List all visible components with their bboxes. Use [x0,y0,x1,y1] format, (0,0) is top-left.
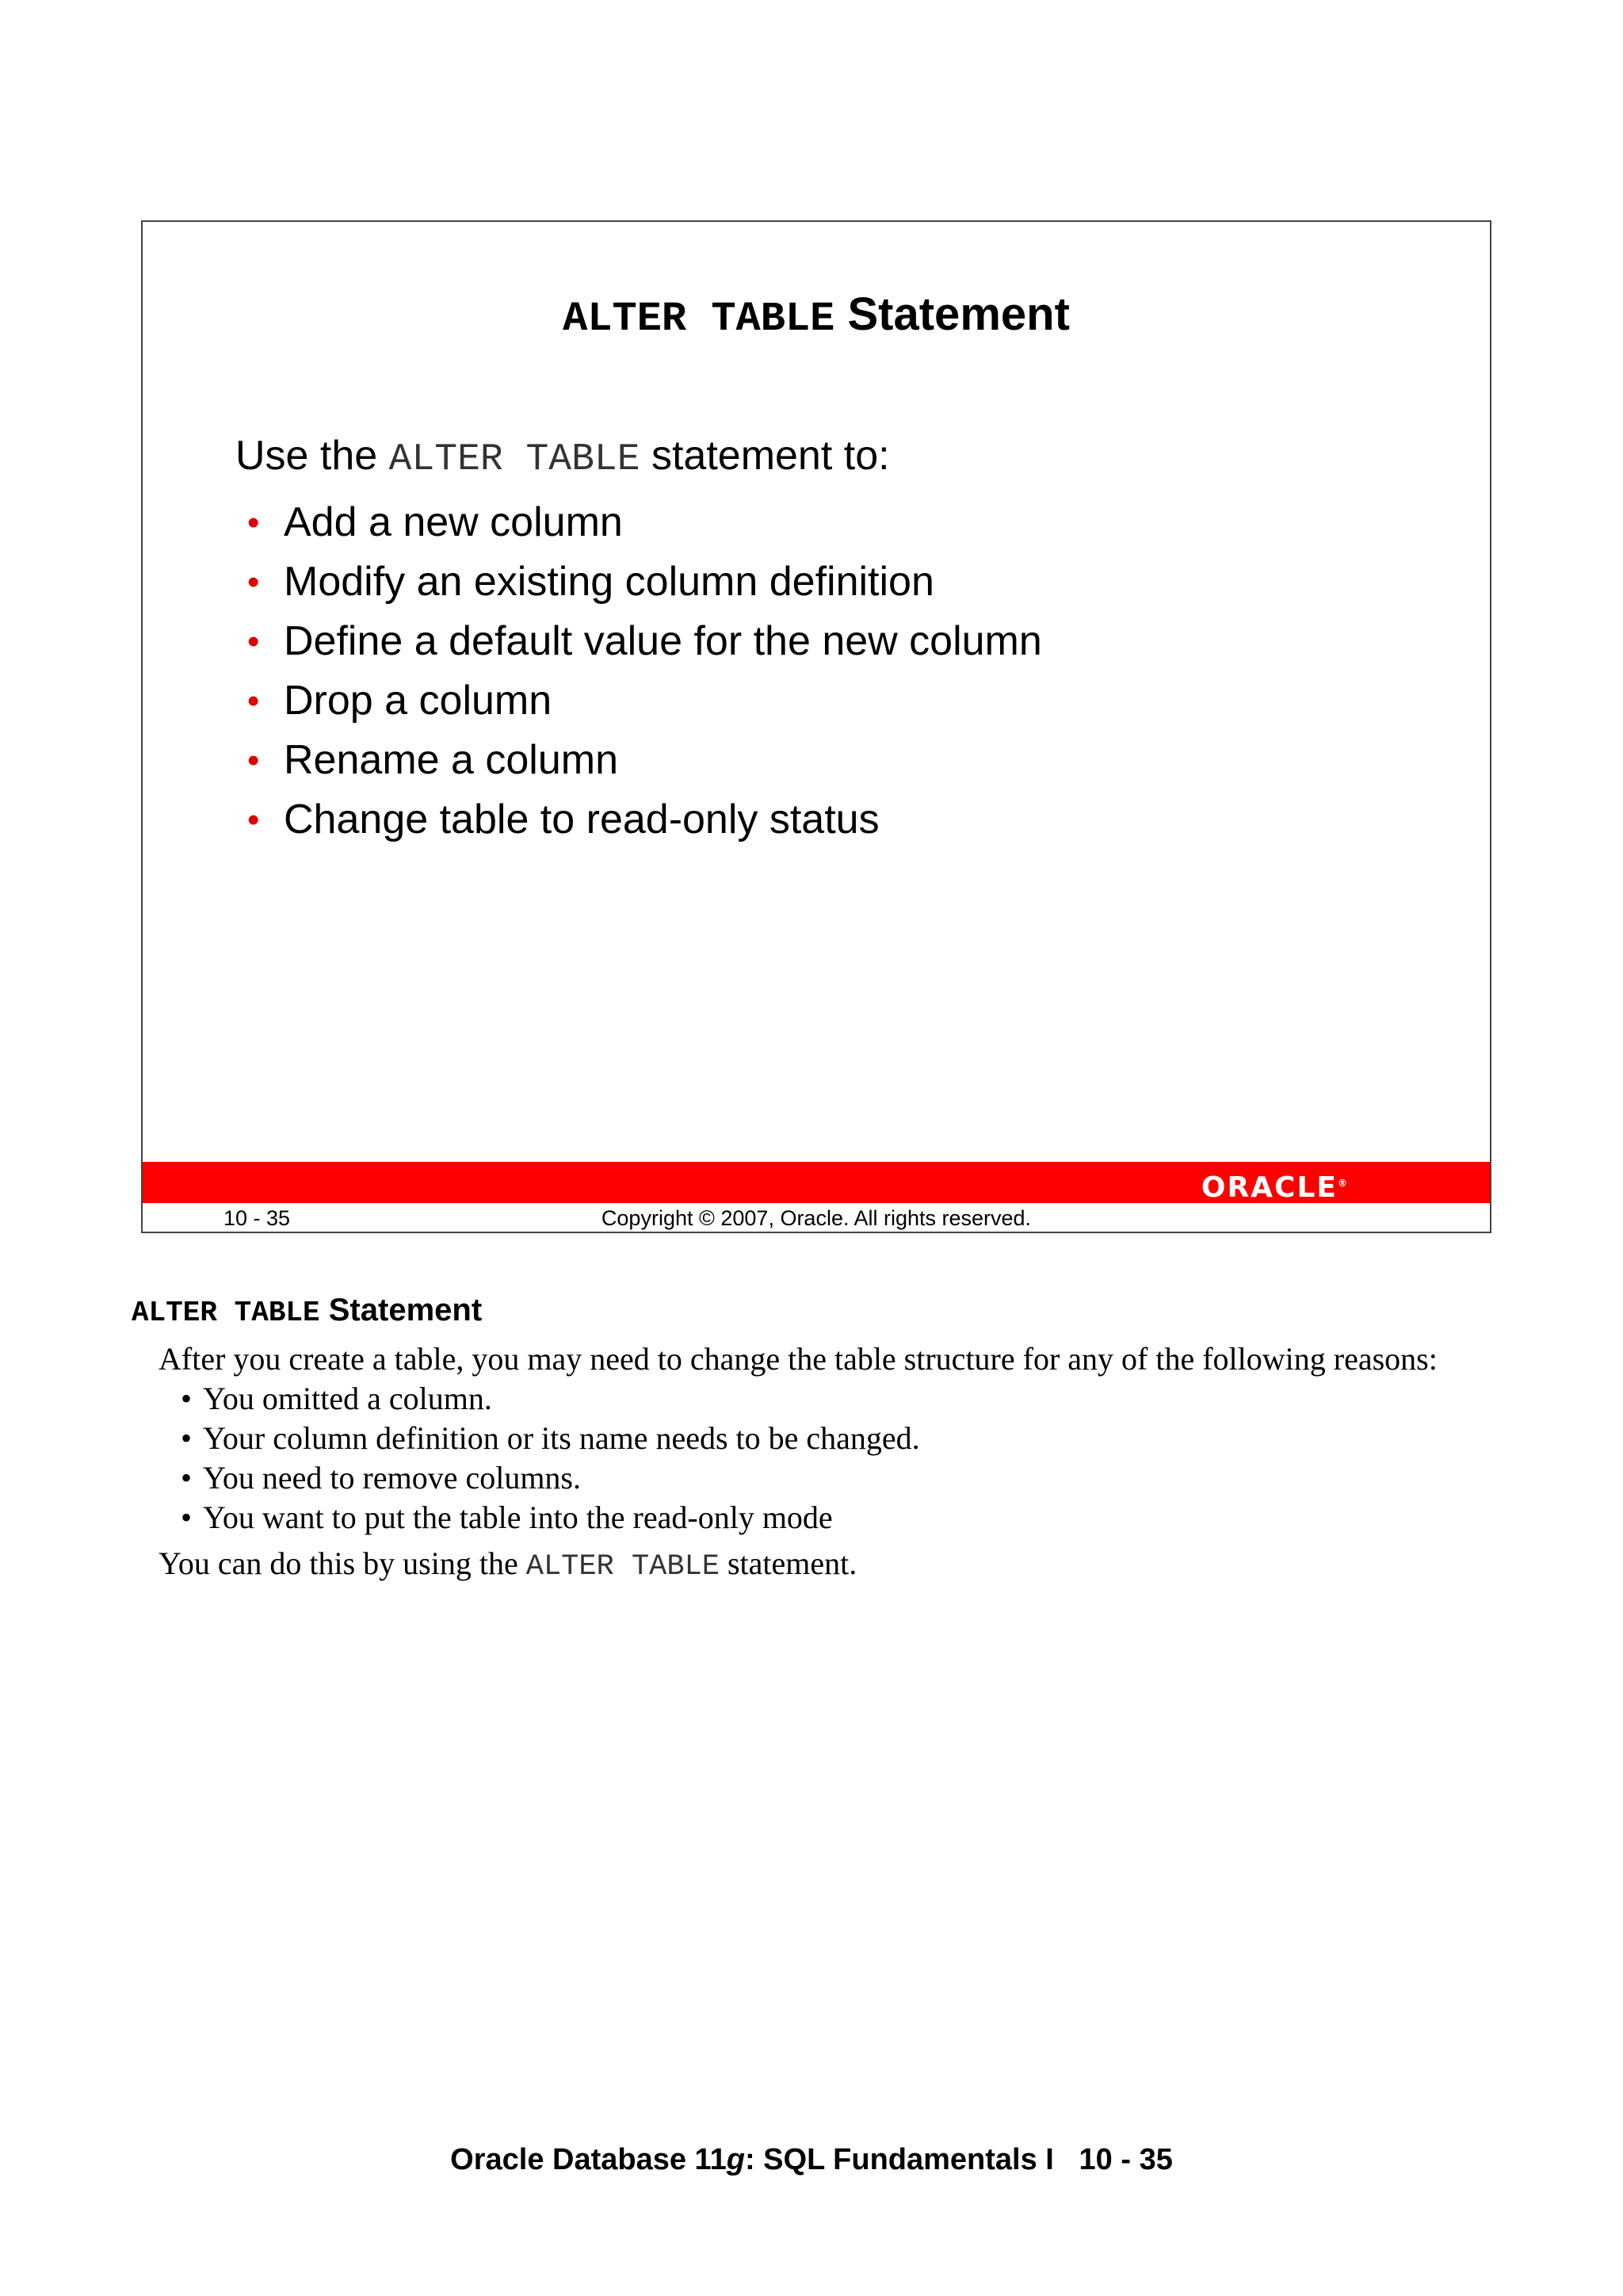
slide-bullet-text: Rename a column [284,737,618,783]
slide-bullet [247,731,1042,790]
bullet-icon: • [247,563,260,602]
bullet-icon: • [247,622,260,661]
notes-heading [132,1290,482,1333]
slide-title-text: Statement [834,288,1070,340]
notes-item-text: Your column definition or its name needs to be changed. [203,1420,920,1456]
slide-intro-suffix: statement to: [640,433,890,479]
bullet-icon: • [181,1460,193,1496]
oracle-logo-text: ORACLE [1201,1171,1338,1204]
slide-bullet-list [247,493,1042,850]
notes-closing-suffix: statement. [719,1545,857,1581]
notes-item [158,1419,1438,1458]
bullet-icon: • [247,800,260,839]
notes-closing-prefix: You can do this by using the [158,1545,526,1581]
slide-number: 10 - 35 [223,1206,291,1230]
slide-intro-prefix: Use the [235,433,389,479]
bullet-icon: • [247,682,260,720]
oracle-red-bar [143,1162,1490,1203]
bullet-icon: • [247,741,260,780]
slide-intro-code: ALTER TABLE [388,438,640,481]
slide-bullet-text: Modify an existing column definition [284,559,934,605]
notes-heading-text: Statement [319,1293,483,1328]
slide-bullet [247,790,1042,850]
slide-bullet-text: Add a new column [284,499,623,545]
page-footer-suffix: : SQL Fundamentals I 10 - 35 [744,2143,1173,2176]
notes-intro: After you create a table, you may need to change the table structure for any of the following reasons: [158,1341,1438,1377]
notes-item-text: You omitted a column. [203,1381,492,1416]
oracle-logo-mark: ® [1338,1178,1347,1189]
notes-item [158,1458,1438,1498]
notes-item-text: You want to put the table into the read-only mode [203,1499,833,1535]
page-footer [0,2140,1623,2179]
slide-bullet-text: Define a default value for the new column [284,618,1042,664]
oracle-logo [1201,1169,1347,1202]
notes-closing [158,1544,1438,1587]
slide-intro [235,430,890,486]
bullet-icon: • [181,1420,193,1456]
slide-bullet-text: Change table to read-only status [284,797,880,842]
slide-bullet [247,671,1042,731]
slide-bullet [247,612,1042,671]
bullet-icon: • [181,1499,193,1535]
slide-bullet [247,493,1042,552]
page-footer-prefix: Oracle Database 11 [450,2143,727,2176]
notes-closing-code: ALTER TABLE [525,1550,720,1584]
slide-title-code: ALTER TABLE [563,296,835,342]
notes-item-text: You need to remove columns. [203,1460,581,1496]
notes-body [158,1339,1438,1587]
slide [141,220,1491,1233]
notes-heading-code: ALTER TABLE [132,1297,320,1329]
bullet-icon: • [247,503,260,542]
notes-list [158,1379,1438,1538]
slide-copyright: Copyright © 2007, Oracle. All rights reserved. [601,1206,1032,1230]
slide-bullet [247,552,1042,612]
notes-item [158,1379,1438,1419]
slide-footer [143,1203,1490,1233]
slide-title [143,287,1490,347]
page-footer-italic: g [726,2143,745,2176]
slide-bullet-text: Drop a column [284,678,552,724]
bullet-icon: • [181,1381,193,1416]
notes-item [158,1498,1438,1538]
